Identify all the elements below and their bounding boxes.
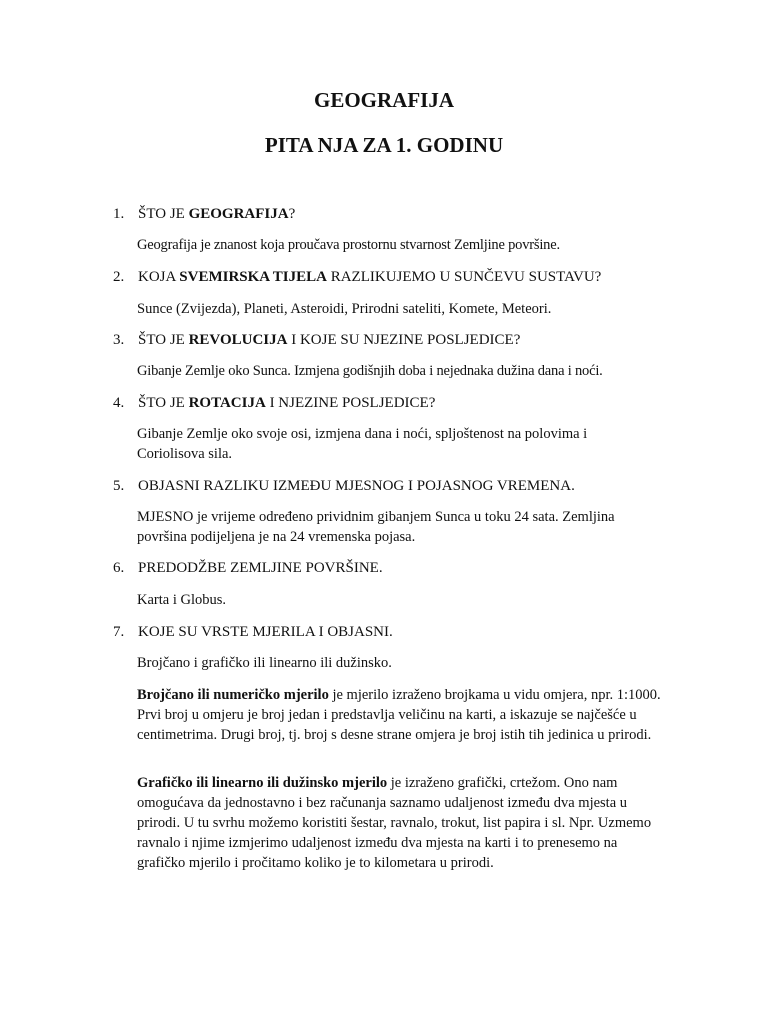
question-keyword: ROTACIJA bbox=[188, 395, 266, 411]
answer-6: Karta i Globus. bbox=[137, 592, 226, 608]
answer-2: Sunce (Zvijezda), Planeti, Asteroidi, Prirodni sateliti, Komete, Meteori. bbox=[137, 301, 552, 317]
numeric-scale-definition: je mjerilo izraženo brojkama u vidu omjera, npr. 1:1000. Prvi broj u omjeru je broj jedan i predstavlja veličinu na karti, a iskazuje se najčešće u centimetrima. Drugi broj, tj. broj s desne strane omjera je broj istih tih jedinica u prirodi. bbox=[137, 687, 661, 743]
question-text-prefix: ŠTO JE bbox=[138, 395, 189, 411]
question-text: OBJASNI RAZLIKU IZMEĐU MJESNOG I POJASNOG VREMENA. bbox=[138, 478, 575, 494]
question-number: 2. bbox=[113, 269, 125, 285]
question-text-suffix: I KOJE SU NJEZINE POSLJEDICE? bbox=[287, 332, 521, 348]
question-7 bbox=[113, 623, 713, 642]
question-keyword: REVOLUCIJA bbox=[188, 332, 288, 348]
numeric-scale-term: Brojčano ili numeričko mjerilo bbox=[137, 687, 329, 703]
answer-1: Geografija je znanost koja proučava prostornu stvarnost Zemljine površine. bbox=[137, 237, 560, 253]
question-keyword: GEOGRAFIJA bbox=[188, 206, 289, 222]
question-4 bbox=[113, 394, 713, 413]
question-keyword: SVEMIRSKA TIJELA bbox=[179, 269, 327, 285]
question-text-suffix: I NJEZINE POSLJEDICE? bbox=[265, 395, 436, 411]
question-number: 1. bbox=[113, 206, 125, 222]
question-text: KOJE SU VRSTE MJERILA I OBJASNI. bbox=[138, 624, 393, 640]
question-5 bbox=[113, 477, 713, 496]
graphic-scale-definition: je izraženo grafički, crtežom. Ono nam omogućava da jednostavno i bez računanja saznamo udaljenost između dva mjesta u prirodi. U tu svrhu možemo koristiti šestar, ravnalo, trokut, list papira i sl. Npr. Uzmemo ravnalo i njime izmjerimo udaljenost između dva mjesta na karti i to prenesemo na grafičko mjerilo i pročitamo koliko je to kilometara u prirodi. bbox=[137, 775, 652, 871]
numeric-scale-paragraph bbox=[137, 685, 662, 745]
answer-4: Gibanje Zemlje oko svoje osi, izmjena dana i noći, spljoštenost na polovima i Coriolisova sila. bbox=[137, 426, 588, 462]
question-text-suffix: ? bbox=[288, 206, 296, 222]
graphic-scale-paragraph bbox=[137, 773, 665, 873]
question-number: 4. bbox=[113, 395, 125, 411]
question-text-prefix: ŠTO JE bbox=[138, 206, 189, 222]
question-6 bbox=[113, 559, 713, 578]
question-2 bbox=[113, 268, 713, 287]
question-number: 3. bbox=[113, 332, 125, 348]
question-number: 6. bbox=[113, 560, 125, 576]
question-3 bbox=[113, 331, 713, 350]
page-subtitle: PITA NJA ZA 1. GODINU bbox=[264, 133, 504, 157]
answer-7: Brojčano i grafičko ili linearno ili dužinsko. bbox=[137, 655, 392, 671]
answer-5: MJESNO je vrijeme određeno prividnim gibanjem Sunca u toku 24 sata. Zemljina površina podijeljena je na 24 vremenska pojasa. bbox=[137, 509, 615, 545]
question-text: PREDODŽBE ZEMLJINE POVRŠINE. bbox=[138, 560, 383, 576]
question-text-prefix: ŠTO JE bbox=[138, 332, 189, 348]
answer-3: Gibanje Zemlje oko Sunca. Izmjena godišnjih doba i nejednaka dužina dana i noći. bbox=[137, 363, 603, 379]
question-text-suffix: RAZLIKUJEMO U SUNČEVU SUSTAVU? bbox=[326, 269, 602, 285]
question-number: 5. bbox=[113, 478, 125, 494]
question-1 bbox=[113, 205, 713, 224]
graphic-scale-term: Grafičko ili linearno ili dužinsko mjerilo bbox=[137, 775, 388, 791]
question-text-prefix: KOJA bbox=[138, 269, 180, 285]
page-title: GEOGRAFIJA bbox=[313, 88, 454, 112]
question-number: 7. bbox=[113, 624, 125, 640]
